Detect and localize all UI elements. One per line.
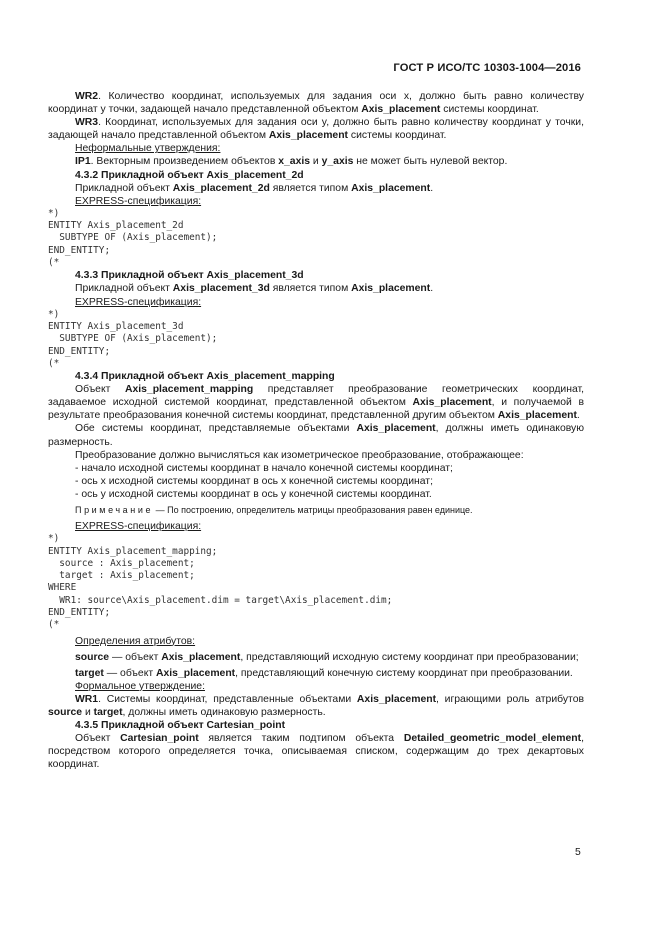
ip1-text-b: не может быть нулевой вектор. [353, 156, 508, 168]
note-label: Примечание [75, 505, 154, 516]
s433-type: Axis_placement [351, 283, 431, 295]
source-entity: Axis_placement [161, 651, 241, 663]
wr2-text-b: системы координат. [440, 104, 539, 116]
section-4-3-4-paragraph-3: Преобразование должно вычисляться как изометрическое преобразование, отображающее: [75, 449, 524, 461]
standard-header: ГОСТ Р ИСО/ТС 10303-1004—2016 [393, 62, 581, 74]
note-text: — По построению, определитель матрицы преобразования равен единице. [153, 505, 473, 516]
s434-p1-a: Объект [75, 384, 125, 396]
s435-name: Cartesian_point [120, 733, 199, 745]
s433-name: Axis_placement_3d [172, 283, 270, 295]
section-4-3-2-code: *) ENTITY Axis_placement_2d SUBTYPE OF (Axis_placement); END_ENTITY; (* [48, 207, 218, 269]
source-label: source [75, 651, 110, 663]
wr1-text-a: . Системы координат, представленные объектами [98, 693, 357, 705]
s432-name: Axis_placement_2d [172, 182, 270, 194]
s433-desc-a: Прикладной объект [75, 283, 173, 295]
wr1-source: source [48, 707, 83, 719]
s432-type: Axis_placement [351, 182, 431, 194]
wr2-label: WR2 [75, 91, 99, 102]
section-4-3-3-express-label: EXPRESS-спецификация: [75, 296, 202, 308]
s434-p1-name: Axis_placement_mapping [124, 384, 254, 396]
mapping-list-item-3: - ось y исходной системы координат в ось y конечной системы координат. [75, 488, 432, 500]
section-4-3-3-desc [48, 282, 584, 295]
wr3-label: WR3 [75, 117, 99, 129]
s434-p1-b: представляет преобразование геометрических координат, задаваемое исходной системой координат, представленной объектом [48, 384, 584, 409]
wr2-entity: Axis_placement [361, 104, 441, 116]
section-4-3-4-note [48, 504, 584, 517]
wr1-label: WR1 [75, 693, 99, 705]
wr1-text-c: , должны иметь одинаковую размерность. [122, 707, 326, 719]
s434-p1-e2: Axis_placement [497, 410, 577, 422]
target-text-b: , представляющий конечную систему координат при преобразовании. [235, 667, 573, 679]
source-attribute-definition [48, 651, 584, 664]
mapping-list-item-1: - начало исходной системы координат в начало конечной системы координат; [75, 462, 453, 474]
formal-statement-heading: Формальное утверждение: [75, 680, 205, 692]
source-text-a: — объект [109, 651, 162, 663]
wr2-paragraph [48, 90, 584, 116]
wr1-text-b: , играющими роль атрибутов [436, 693, 584, 705]
s434-p1-e1: Axis_placement [412, 397, 492, 409]
s434-p2-b: , должны иметь одинаковую размерность. [48, 423, 584, 448]
s432-desc-a: Прикладной объект [75, 182, 173, 194]
section-4-3-2-express-label: EXPRESS-спецификация: [75, 195, 202, 207]
section-4-3-5-paragraph [48, 732, 584, 771]
page-number: 5 [575, 847, 581, 858]
target-entity: Axis_placement [156, 667, 236, 679]
target-label: target [75, 667, 104, 679]
s435-parent: Detailed_geometric_model_element [403, 733, 582, 745]
s435-p-b: является таким подтипом объекта [198, 733, 404, 745]
section-4-3-4-paragraph-1 [48, 383, 584, 422]
ip1-text-a: . Векторным произведением объектов [90, 156, 279, 168]
section-4-3-4-express-label: EXPRESS-спецификация: [75, 521, 202, 533]
section-4-3-3-heading: 4.3.3 Прикладной объект Axis_placement_3d [75, 270, 304, 282]
informal-heading: Неформальные утверждения: [75, 143, 221, 155]
target-text-a: — объект [103, 667, 157, 679]
s434-p1-c: , и получаемой в результате преобразования конечной системы координат, представленной другим объектом [48, 397, 584, 422]
wr1-and: и [82, 707, 94, 719]
wr3-text-a: . Координат, используемых для задания оси y, должно быть равно количеству координат у точки, задающей начало представленной объектом [48, 117, 584, 142]
s432-desc-b: является типом [269, 182, 352, 194]
s435-p-a: Объект [75, 733, 121, 745]
page-content [48, 90, 584, 772]
ip1-label: IP1 [75, 156, 91, 168]
s434-p2-a: Обе системы координат, представляемые объектами [75, 423, 357, 435]
section-4-3-2-desc [48, 182, 584, 195]
section-4-3-4-heading: 4.3.4 Прикладной объект Axis_placement_mapping [75, 371, 335, 383]
wr2-text-a: . Количество координат, используемых для задания оси x, должно быть равно количеству координат у точки, задающей начало представленной объектом [48, 91, 584, 116]
source-text-b: , представляющий исходную систему координат при преобразовании; [240, 651, 579, 663]
mapping-list-item-2: - ось x исходной системы координат в ось x конечной системы координат; [75, 475, 433, 487]
ip1-y-axis: y_axis [321, 156, 354, 168]
s433-desc-b: является типом [269, 283, 352, 295]
wr3-text-b: системы координат. [348, 130, 447, 142]
s434-p2-e: Axis_placement [356, 423, 436, 435]
section-4-3-3-code: *) ENTITY Axis_placement_3d SUBTYPE OF (Axis_placement); END_ENTITY; (* [48, 308, 218, 369]
ip1-x-axis: x_axis [278, 156, 311, 168]
section-4-3-2-heading: 4.3.2 Прикладной объект Axis_placement_2d [75, 169, 304, 181]
wr1-entity: Axis_placement [356, 693, 437, 705]
s435-p-c: , посредством которого определяется точка, описываемая списком, содержащим до трех декартовых координат. [48, 733, 584, 771]
ip1-paragraph [48, 155, 584, 168]
wr1-target: target [93, 707, 123, 719]
wr1-paragraph [48, 693, 584, 719]
wr3-paragraph [48, 116, 584, 142]
section-4-3-4-code: *) ENTITY Axis_placement_mapping; source : Axis_placement; target : Axis_placement; WHERE WR1: source\Axis_placement.dim = target\Axis_placement.dim; END_ENTITY; (* [48, 533, 393, 631]
s433-desc-c: . [430, 283, 434, 295]
s432-desc-c: . [430, 182, 434, 194]
section-4-3-4-paragraph-2 [48, 422, 584, 448]
attribute-definitions-heading: Определения атрибутов: [75, 635, 196, 647]
ip1-and: и [310, 156, 322, 168]
s434-p1-d: . [576, 410, 580, 422]
wr3-entity: Axis_placement [268, 130, 349, 142]
section-4-3-5-heading: 4.3.5 Прикладной объект Cartesian_point [75, 720, 286, 732]
target-attribute-definition [48, 667, 584, 680]
